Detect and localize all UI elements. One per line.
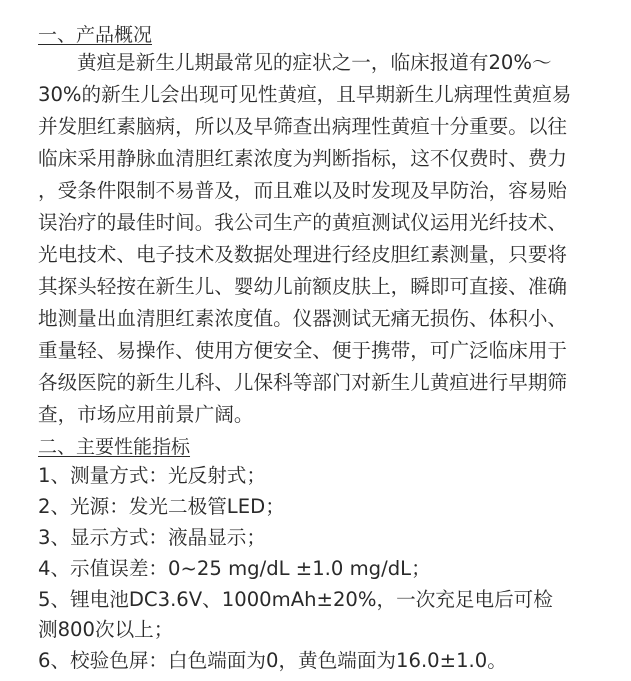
overview-line-8: 其探头轻按在新生儿、婴幼儿前额皮肤上，瞬即可直接、准确 — [38, 275, 568, 298]
spec-item-calibration: 6、校验色屏：白色端面为0，黄色端面为16.0±1.0。 — [38, 649, 507, 672]
spec-item-light-source: 2、光源：发光二极管LED； — [38, 495, 285, 518]
spec-item-measurement: 1、测量方式：光反射式； — [38, 464, 266, 487]
overview-line-7: 光电技术、电子技术及数据处理进行经皮胆红素测量，只要将 — [38, 243, 568, 266]
spec-item-battery: 5、锂电池DC3.6V、1000mAh±20%，一次充足电后可检 — [38, 588, 553, 611]
overview-line-9: 地测量出血清胆红素浓度值。仪器测试无痛无损伤、体积小、 — [38, 307, 568, 330]
overview-line-4: 临床采用静脉血清胆红素浓度为判断指标，这不仅费时、费力 — [38, 147, 568, 170]
overview-line-12: 查，市场应用前景广阔。 — [38, 403, 254, 426]
overview-line-6: 误治疗的最佳时间。我公司生产的黄疸测试仪运用光纤技术、 — [38, 211, 568, 234]
spec-item-display: 3、显示方式：液晶显示； — [38, 526, 266, 549]
overview-line-3: 并发胆红素脑病，所以及早筛查出病理性黄疸十分重要。以往 — [38, 115, 568, 138]
spec-item-battery-cont: 测800次以上； — [38, 618, 174, 641]
overview-line-5: ，受条件限制不易普及，而且难以及时发现及早防治，容易贻 — [38, 179, 568, 202]
spec-item-error: 4、示值误差：0~25 mg/dL ±1.0 mg/dL； — [38, 557, 431, 580]
overview-line-1: 黄疸是新生儿期最常见的症状之一，临床报道有20%～ — [77, 51, 552, 74]
section-title-overview: 一、产品概况 — [38, 24, 153, 46]
overview-line-10: 重量轻、易操作、使用方便安全、便于携带，可广泛临床用于 — [38, 339, 568, 362]
overview-line-11: 各级医院的新生儿科、儿保科等部门对新生儿黄疸进行早期筛 — [38, 371, 568, 394]
overview-line-2: 30%的新生儿会出现可见性黄疸，且早期新生儿病理性黄疸易 — [38, 83, 572, 106]
section-title-specs: 二、主要性能指标 — [38, 436, 191, 458]
